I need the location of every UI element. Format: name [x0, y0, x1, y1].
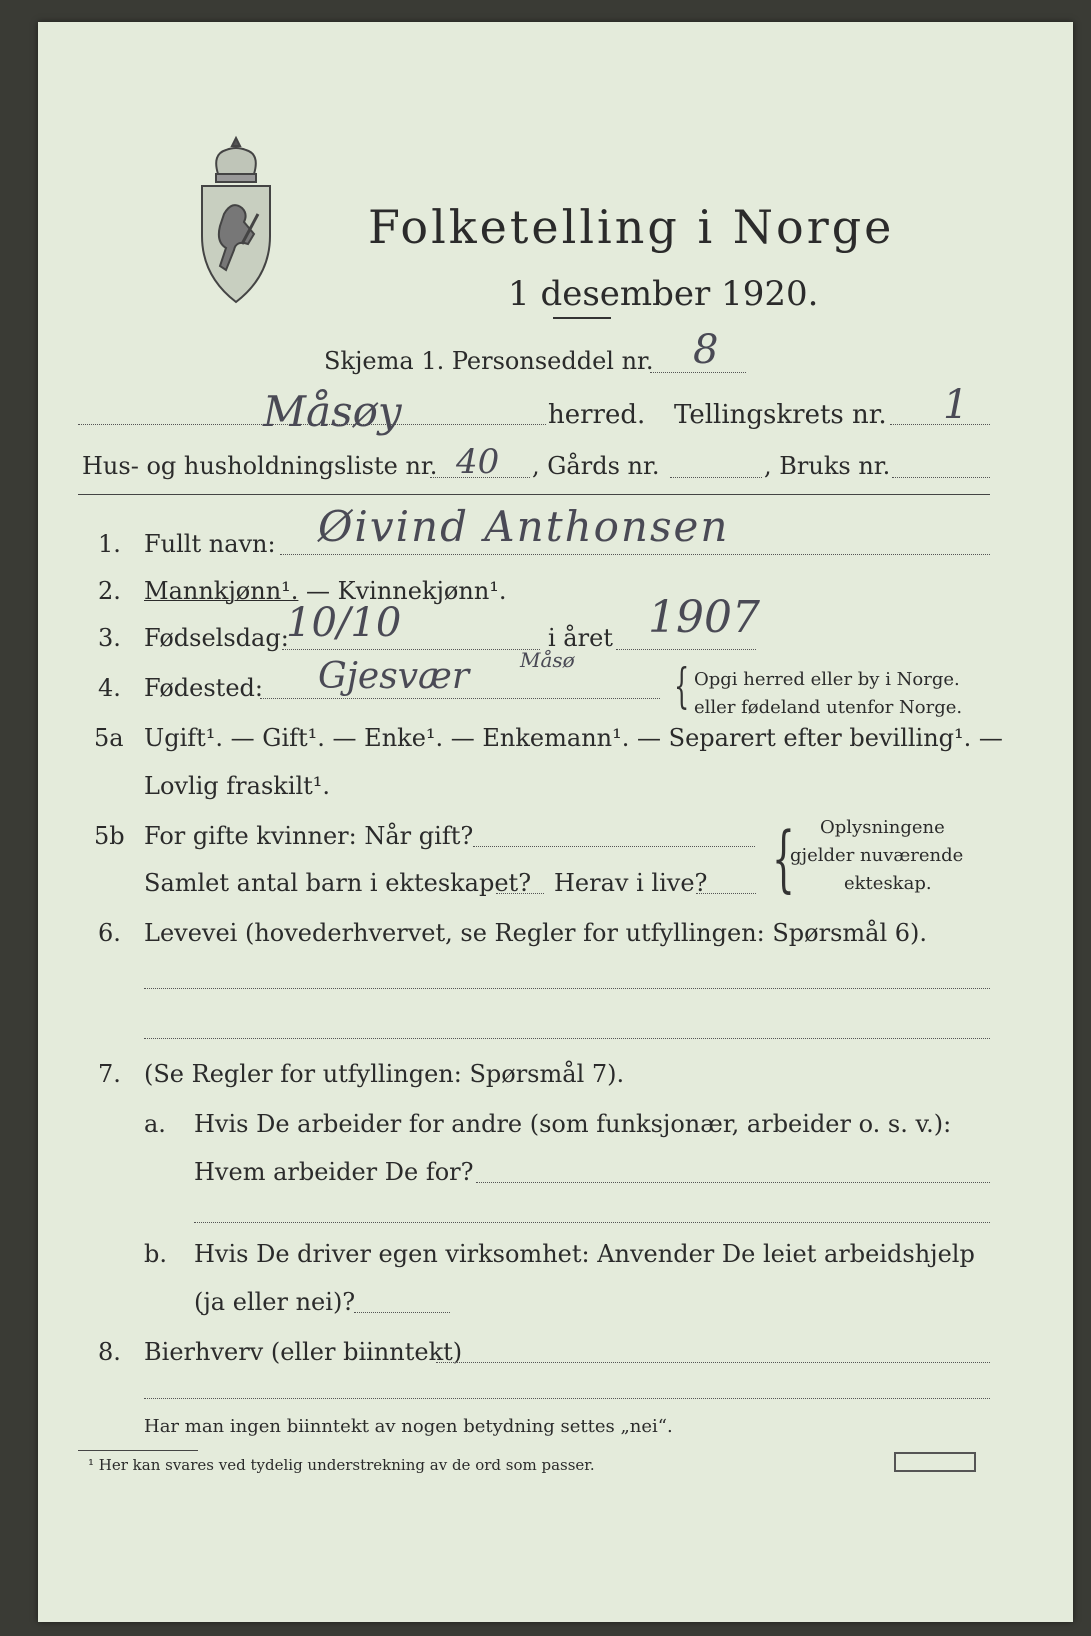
q4-note-2: eller fødeland utenfor Norge. — [694, 697, 963, 718]
birthplace-value-2: Måsø — [520, 648, 575, 672]
q7a-text-2: Hvem arbeider De for? — [194, 1158, 474, 1186]
personseddel-value: 8 — [693, 327, 719, 373]
census-form — [38, 22, 1073, 1622]
q2-number: 2. — [98, 577, 121, 605]
q4-brace: { — [674, 658, 690, 714]
q5b-note-2: gjelder nuværende — [790, 845, 964, 866]
skjema-label: Skjema 1. Personseddel nr. — [324, 347, 654, 375]
hus-label: Hus- og husholdningsliste nr. — [82, 452, 438, 480]
hus-value: 40 — [456, 442, 500, 482]
q5b-note-1: Oplysningene — [820, 817, 945, 838]
q1-number: 1. — [98, 530, 121, 558]
form-date: 1 desember 1920. — [508, 274, 819, 314]
note-nei: Har man ingen biinntekt av nogen betydning settes „nei“. — [144, 1416, 673, 1437]
q7b-number: b. — [144, 1240, 167, 1268]
herred-value: Måsøy — [263, 387, 402, 436]
birthdate-value: 10/10 — [286, 600, 402, 646]
q3-year-label: i året — [548, 624, 613, 652]
q8-text: Bierhverv (eller biinntekt) — [144, 1338, 463, 1366]
coat-of-arms-icon — [196, 134, 276, 309]
tellingskrets-value: 1 — [943, 382, 969, 428]
herred-label: herred. — [548, 400, 646, 430]
q5b-number: 5b — [94, 822, 125, 850]
birthplace-value: Gjesvær — [318, 656, 470, 697]
q5a-text-2: Lovlig fraskilt¹. — [144, 772, 331, 800]
q7a-text: Hvis De arbeider for andre (som funksjonær, arbeider o. s. v.): — [194, 1110, 952, 1138]
form-title: Folketelling i Norge — [368, 200, 895, 254]
q6-number: 6. — [98, 919, 121, 947]
q6-text: Levevei (hovederhvervet, se Regler for utfyllingen: Spørsmål 6). — [144, 919, 928, 947]
q4-note-1: Opgi herred eller by i Norge. — [694, 669, 960, 690]
q5b-note-3: ekteskap. — [844, 873, 932, 894]
q7-text: (Se Regler for utfyllingen: Spørsmål 7). — [144, 1060, 625, 1088]
q4-number: 4. — [98, 674, 121, 702]
q3-label: Fødselsdag: — [144, 624, 289, 652]
full-name-value: Øivind Anthonsen — [318, 502, 730, 551]
q4-label: Fødested: — [144, 674, 263, 702]
tellingskrets-label: Tellingskrets nr. — [674, 400, 887, 430]
q5b-text-3: Herav i live? — [554, 869, 708, 897]
bruks-label: , Bruks nr. — [764, 452, 891, 480]
gender-male-selected: Mannkjønn¹. — [144, 577, 299, 605]
q5b-text-2: Samlet antal barn i ekteskapet? — [144, 869, 532, 897]
q7-number: 7. — [98, 1060, 121, 1088]
gards-label: , Gårds nr. — [532, 452, 660, 480]
q7b-text: Hvis De driver egen virksomhet: Anvender De leiet arbeidshjelp — [194, 1240, 975, 1268]
gender-female: — Kvinnekjønn¹. — [298, 577, 507, 605]
printer-stamp — [894, 1452, 976, 1472]
footnote: ¹ Her kan svares ved tydelig understrekning av de ord som passer. — [88, 1456, 595, 1474]
birth-year-value: 1907 — [648, 592, 760, 643]
q3-number: 3. — [98, 624, 121, 652]
q5a-text: Ugift¹. — Gift¹. — Enke¹. — Enkemann¹. — Separert efter bevilling¹. — — [144, 724, 1003, 752]
q7a-number: a. — [144, 1110, 166, 1138]
footnote-divider — [78, 1450, 198, 1451]
title-divider — [553, 317, 611, 319]
q5a-number: 5a — [94, 724, 124, 752]
q5b-brace: { — [772, 816, 795, 900]
q7b-text-2: (ja eller nei)? — [194, 1288, 356, 1316]
q8-number: 8. — [98, 1338, 121, 1366]
q5b-text: For gifte kvinner: Når gift? — [144, 822, 474, 850]
header-divider — [78, 494, 990, 495]
q1-label: Fullt navn: — [144, 530, 276, 558]
